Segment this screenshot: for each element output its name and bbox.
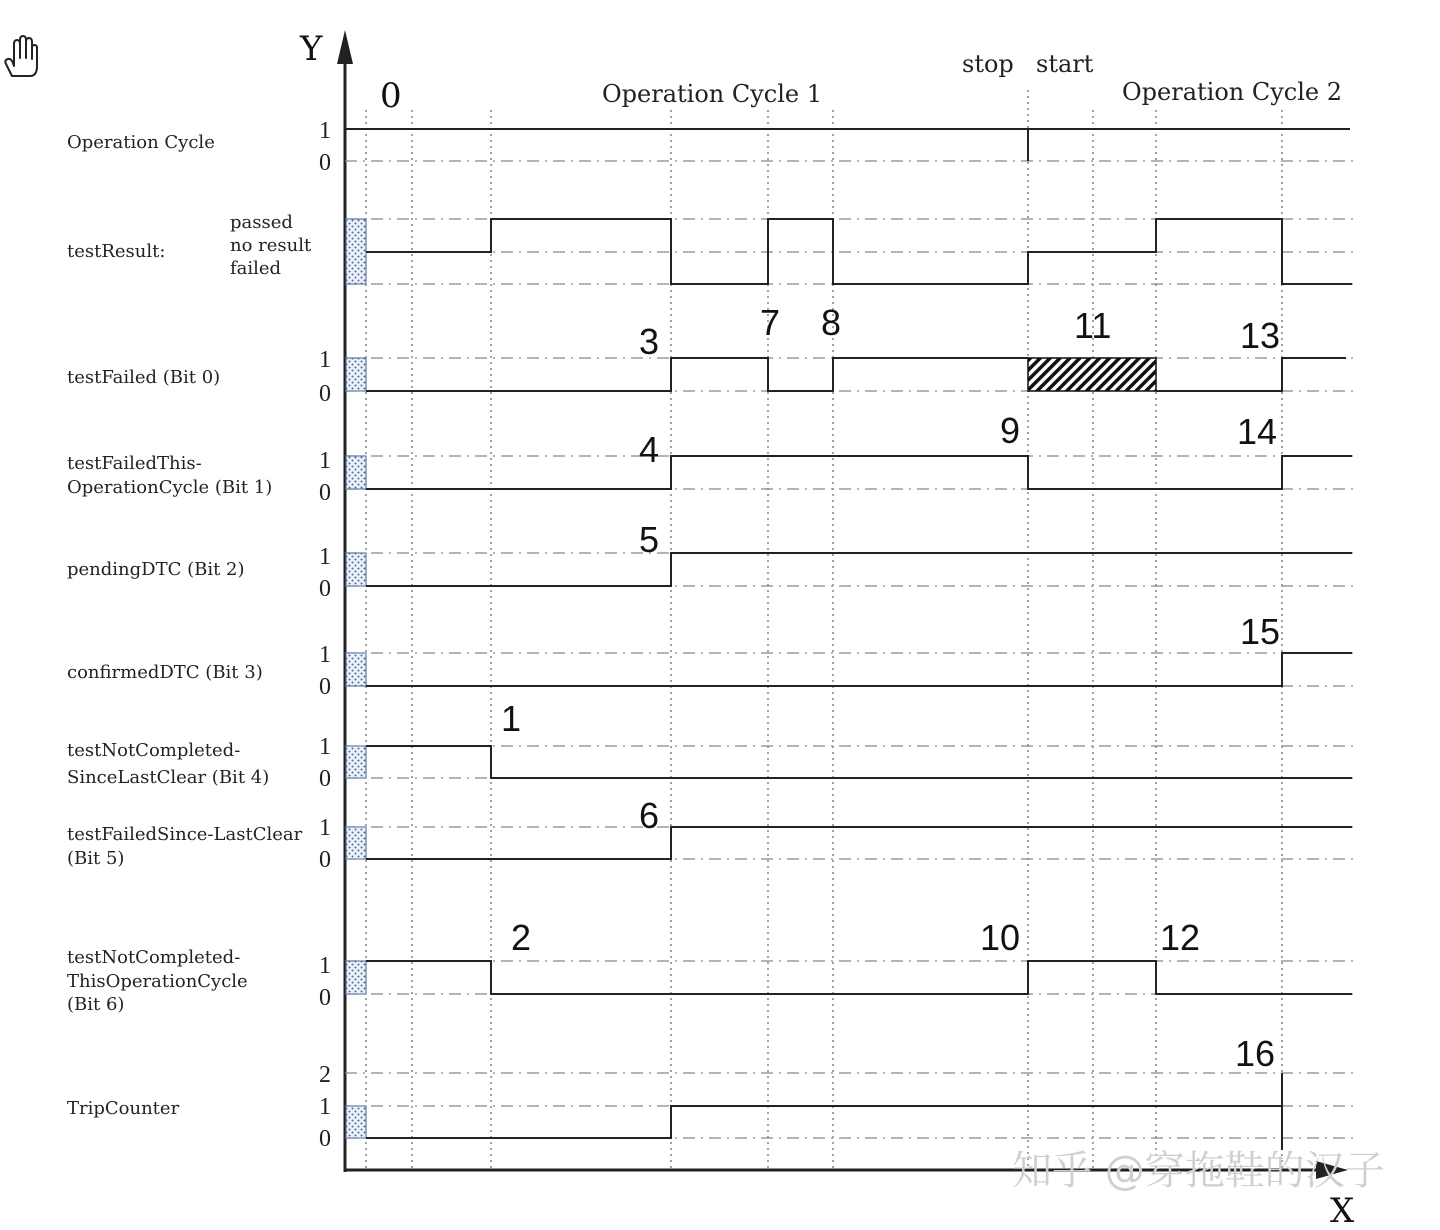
pending-dtc-wave bbox=[366, 553, 1352, 586]
signal-label-failed-since-clear-2: (Bit 5) bbox=[67, 848, 125, 869]
result-level-failed: failed bbox=[230, 258, 282, 279]
event-11: 11 bbox=[1074, 305, 1112, 346]
event-4: 4 bbox=[639, 429, 660, 470]
operation-cycle-2-label: Operation Cycle 2 bbox=[1122, 78, 1343, 106]
test-not-completed-since-clear-wave bbox=[366, 746, 1352, 778]
signal-label-confirmed-dtc: confirmedDTC (Bit 3) bbox=[67, 662, 263, 683]
svg-text:1: 1 bbox=[319, 544, 331, 570]
signal-label-failed-since-clear-1: testFailedSince-LastClear bbox=[67, 824, 303, 845]
initial-state-boxes bbox=[346, 219, 366, 1138]
event-2: 2 bbox=[511, 917, 532, 958]
svg-text:1: 1 bbox=[319, 953, 331, 979]
svg-text:1: 1 bbox=[319, 642, 331, 668]
svg-text:0: 0 bbox=[319, 847, 331, 873]
test-failed-since-clear-wave bbox=[366, 827, 1352, 859]
signal-label-operation-cycle: Operation Cycle bbox=[67, 132, 215, 153]
waveforms bbox=[345, 129, 1352, 1150]
event-3: 3 bbox=[639, 321, 660, 362]
event-15: 15 bbox=[1240, 611, 1281, 652]
svg-text:0: 0 bbox=[319, 576, 331, 602]
test-failed-wave bbox=[366, 358, 1028, 391]
svg-text:0: 0 bbox=[319, 985, 331, 1011]
event-labels bbox=[501, 302, 1280, 1074]
hand-cursor-icon bbox=[5, 36, 37, 76]
event-7: 7 bbox=[760, 302, 781, 343]
test-failed-this-cycle-wave bbox=[366, 456, 1352, 489]
watermark: 知乎 @穿拖鞋的汉子 bbox=[1012, 1148, 1385, 1194]
svg-text:0: 0 bbox=[319, 674, 331, 700]
event-14: 14 bbox=[1237, 411, 1278, 452]
result-level-passed: passed bbox=[230, 212, 293, 233]
y-axis bbox=[337, 30, 353, 1172]
signal-label-trip-counter: TripCounter bbox=[67, 1098, 180, 1119]
signal-label-pending-dtc: pendingDTC (Bit 2) bbox=[67, 559, 245, 580]
event-5: 5 bbox=[639, 519, 660, 560]
undefined-state-hatch bbox=[1028, 358, 1156, 391]
signal-label-not-completed-since-clear-2: SinceLastClear (Bit 4) bbox=[67, 767, 270, 788]
operation-cycle-1-label: Operation Cycle 1 bbox=[602, 80, 823, 108]
svg-text:1: 1 bbox=[319, 347, 331, 373]
svg-text:0: 0 bbox=[319, 1126, 331, 1152]
signal-label-test-failed-this-cycle-2: OperationCycle (Bit 1) bbox=[67, 477, 273, 498]
confirmed-dtc-wave bbox=[366, 653, 1352, 686]
x-axis-label: X bbox=[1330, 1191, 1355, 1230]
event-1: 1 bbox=[501, 698, 522, 739]
result-level-no-result: no result bbox=[230, 235, 312, 256]
signal-label-not-completed-this-cycle-3: (Bit 6) bbox=[67, 994, 125, 1015]
svg-text:1: 1 bbox=[319, 448, 331, 474]
svg-text:0: 0 bbox=[319, 766, 331, 792]
svg-text:1: 1 bbox=[319, 815, 331, 841]
svg-text:1: 1 bbox=[319, 734, 331, 760]
signal-label-not-completed-this-cycle-1: testNotCompleted- bbox=[67, 947, 241, 968]
svg-text:0: 0 bbox=[319, 150, 331, 176]
svg-text:1: 1 bbox=[319, 118, 331, 144]
operation-cycle-wave bbox=[345, 129, 1350, 161]
svg-text:1: 1 bbox=[319, 1094, 331, 1120]
stop-label: stop bbox=[962, 50, 1014, 78]
test-failed-wave-b bbox=[1156, 358, 1346, 391]
start-label: start bbox=[1036, 50, 1094, 78]
signal-label-test-failed-this-cycle-1: testFailedThis- bbox=[67, 453, 202, 474]
event-6: 6 bbox=[639, 795, 660, 836]
time-zero-label: 0 bbox=[380, 76, 402, 116]
svg-text:0: 0 bbox=[319, 381, 331, 407]
event-8: 8 bbox=[821, 302, 842, 343]
level-gridlines bbox=[345, 161, 1355, 1138]
event-10: 10 bbox=[980, 917, 1021, 958]
signal-label-test-failed: testFailed (Bit 0) bbox=[67, 367, 221, 388]
signal-label-not-completed-this-cycle-2: ThisOperationCycle bbox=[67, 971, 248, 992]
svg-text:0: 0 bbox=[319, 480, 331, 506]
signal-label-not-completed-since-clear-1: testNotCompleted- bbox=[67, 740, 241, 761]
event-12: 12 bbox=[1160, 917, 1201, 958]
event-13: 13 bbox=[1240, 315, 1281, 356]
signal-label-test-result: testResult: bbox=[67, 241, 166, 262]
test-not-completed-this-cycle-wave bbox=[366, 961, 1352, 994]
y-axis-label: Y bbox=[300, 29, 323, 69]
level-labels bbox=[319, 118, 331, 1152]
event-16: 16 bbox=[1235, 1033, 1276, 1074]
event-9: 9 bbox=[1000, 410, 1021, 451]
svg-text:2: 2 bbox=[319, 1062, 331, 1088]
